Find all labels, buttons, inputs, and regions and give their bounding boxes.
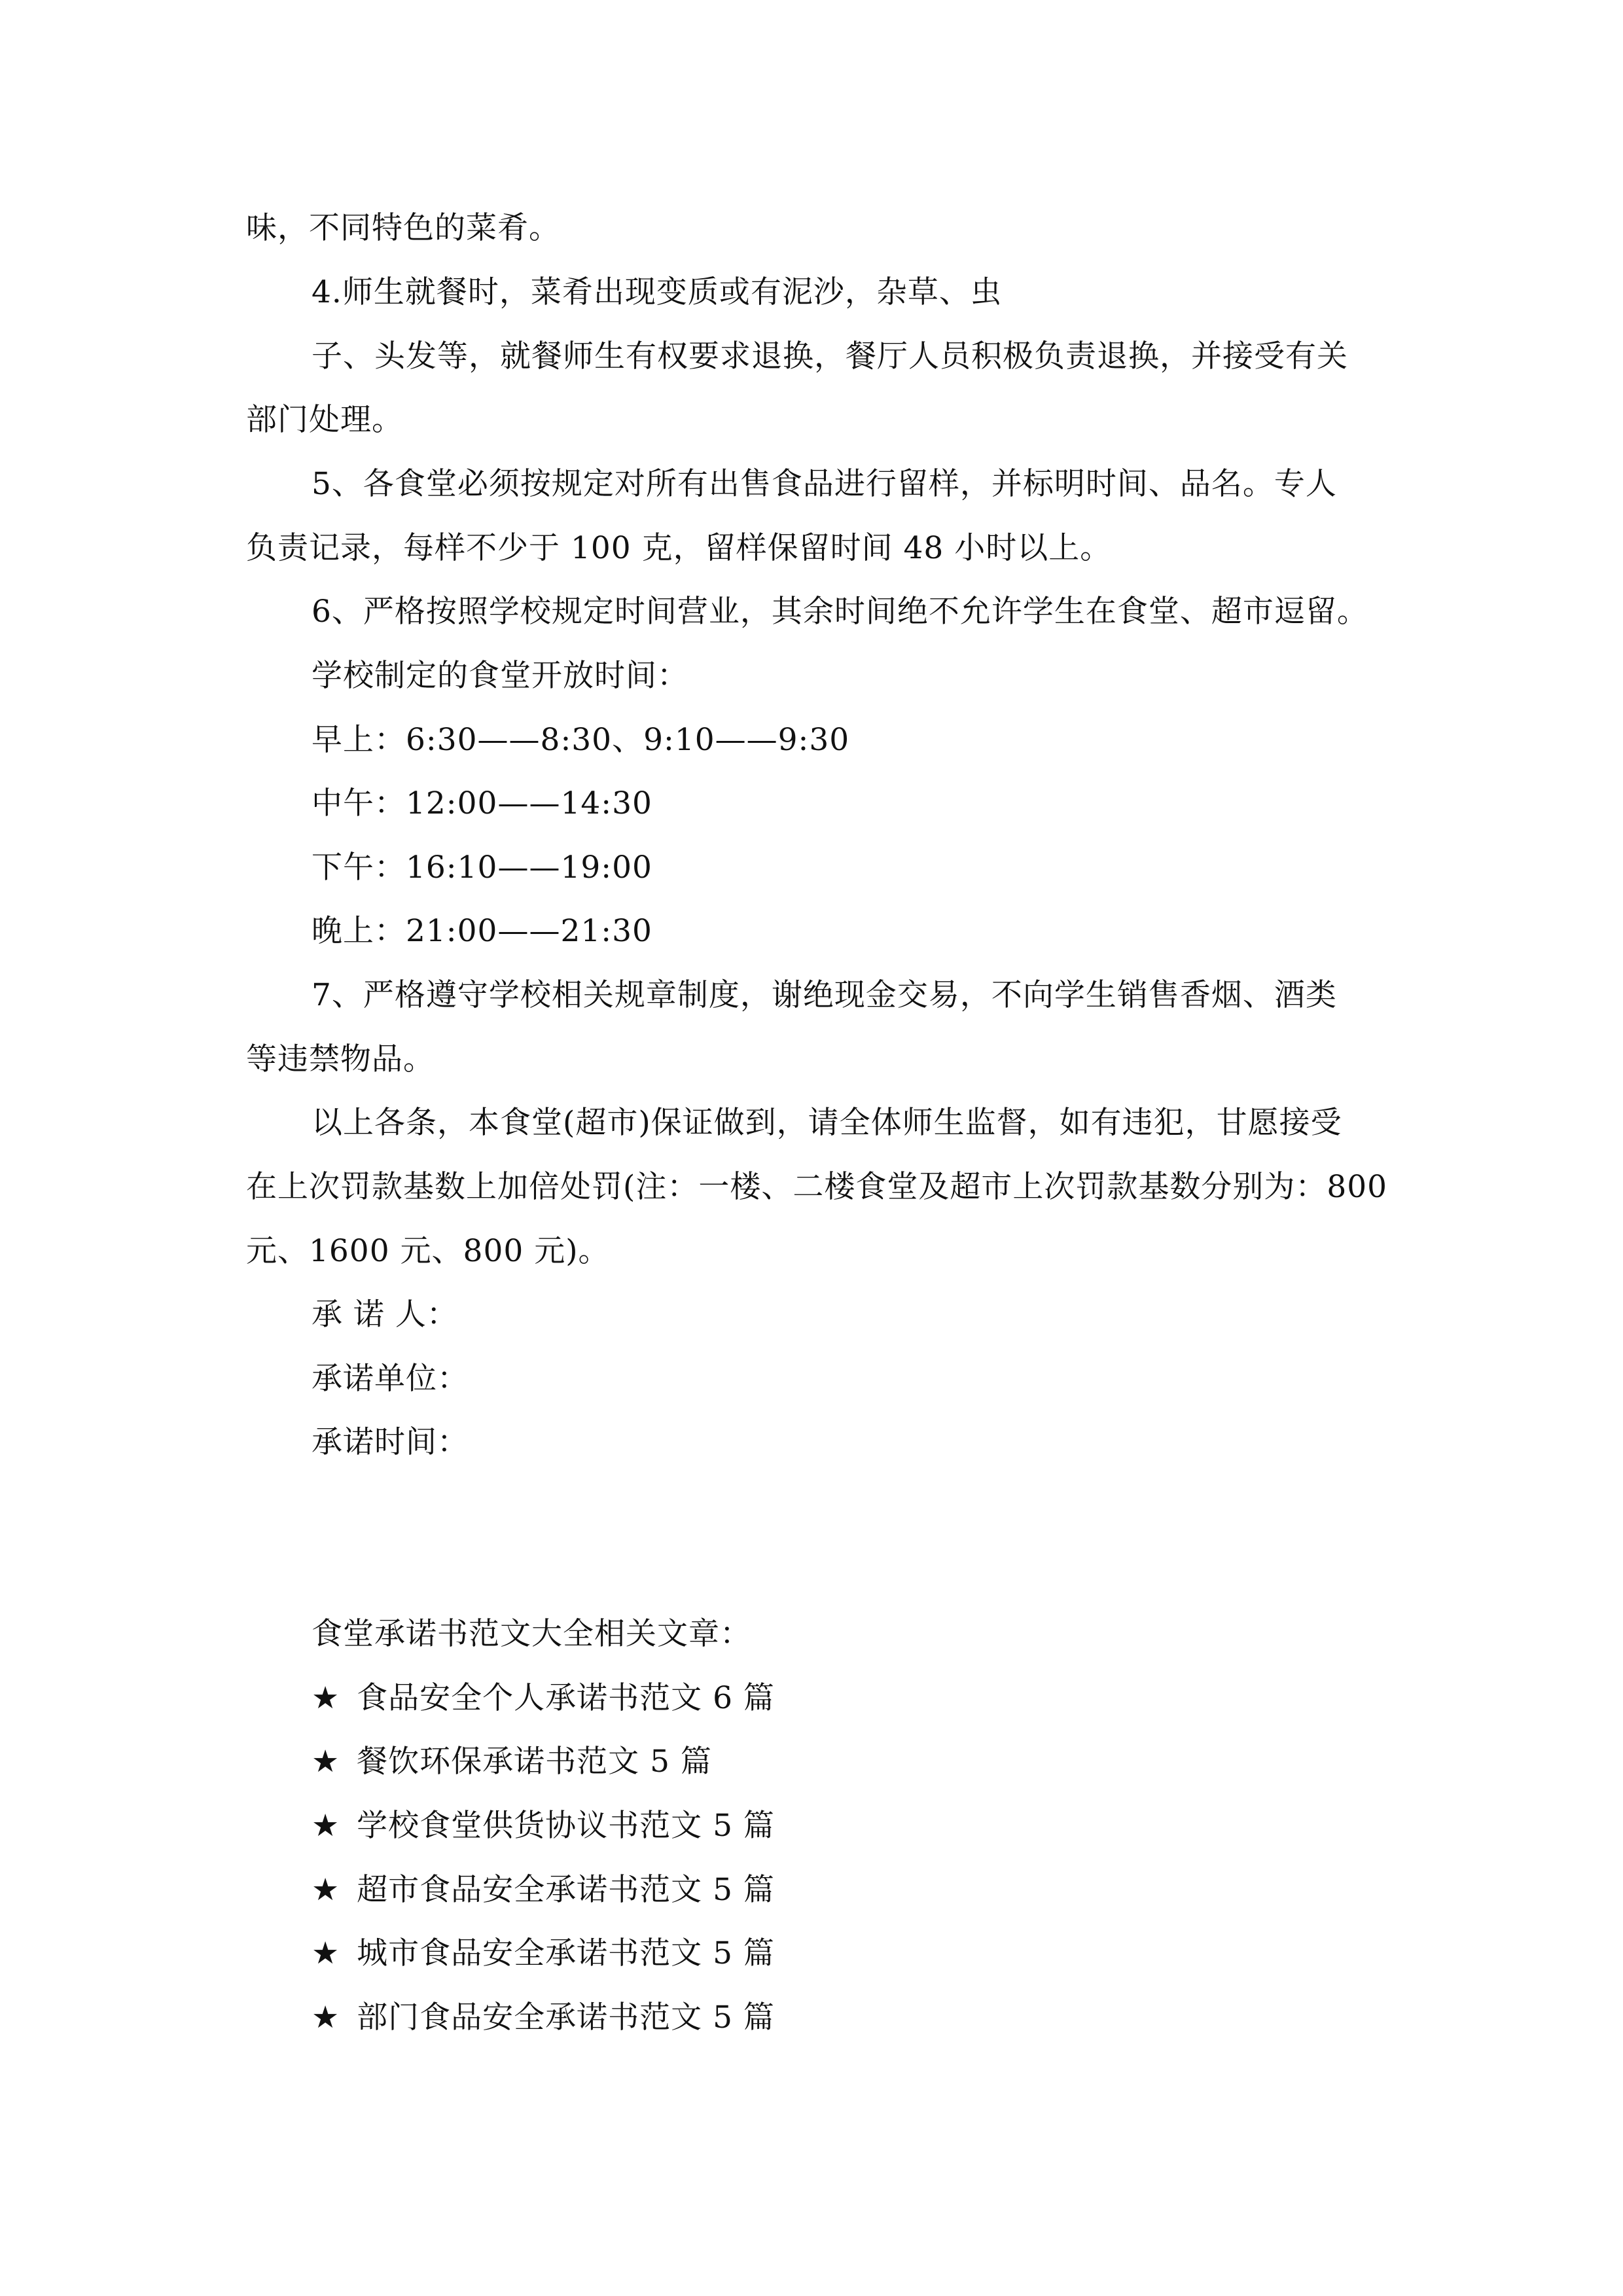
body-line: 早上：6:30——8:30、9:10——9:30	[312, 722, 850, 758]
body-line: 以上各条，本食堂(超市)保证做到，请全体师生监督，如有违犯，甘愿接受	[312, 1105, 1342, 1141]
body-line: 在上次罚款基数上加倍处罚(注：一楼、二楼食堂及超市上次罚款基数分别为：800	[246, 1169, 1388, 1205]
star-icon: ★	[312, 1935, 340, 1971]
related-article-title: 食品安全个人承诺书范文 6 篇	[357, 1680, 775, 1716]
star-icon: ★	[312, 1872, 340, 1908]
body-line: 部门处理。	[246, 402, 403, 438]
related-article-link[interactable]	[312, 1742, 712, 1782]
related-article-title: 学校食堂供货协议书范文 5 篇	[357, 1808, 775, 1844]
body-line: 负责记录，每样不少于 100 克，留样保留时间 48 小时以上。	[246, 530, 1112, 566]
body-line: 子、头发等，就餐师生有权要求退换，餐厅人员积极负责退换，并接受有关	[312, 338, 1348, 374]
star-icon: ★	[312, 1744, 340, 1780]
related-article-link[interactable]	[312, 1871, 775, 1910]
star-icon: ★	[312, 1808, 340, 1844]
body-line: 等违禁物品。	[246, 1041, 435, 1077]
star-icon: ★	[312, 1680, 340, 1716]
related-article-link[interactable]	[312, 1998, 775, 2037]
signature-line-promisor: 承 诺 人：	[312, 1297, 458, 1333]
related-article-title: 城市食品安全承诺书范文 5 篇	[357, 1935, 775, 1971]
signature-line-unit: 承诺单位：	[312, 1361, 469, 1397]
body-line: 晚上：21:00——21:30	[312, 913, 652, 949]
related-article-title: 部门食品安全承诺书范文 5 篇	[357, 2000, 775, 2036]
body-line: 4.师生就餐时，菜肴出现变质或有泥沙，杂草、虫	[312, 274, 1002, 310]
signature-line-time: 承诺时间：	[312, 1424, 469, 1460]
related-article-title: 超市食品安全承诺书范文 5 篇	[357, 1872, 775, 1908]
related-article-link[interactable]	[312, 1806, 775, 1846]
related-articles-heading: 食堂承诺书范文大全相关文章：	[312, 1616, 751, 1652]
body-line: 味，不同特色的菜肴。	[246, 210, 560, 246]
body-line: 下午：16:10——19:00	[312, 850, 652, 886]
star-icon: ★	[312, 2000, 340, 2036]
body-line: 7、严格遵守学校相关规章制度，谢绝现金交易，不向学生销售香烟、酒类	[312, 977, 1337, 1013]
related-article-link[interactable]	[312, 1934, 775, 1973]
body-line: 学校制定的食堂开放时间：	[312, 658, 688, 694]
related-article-link[interactable]	[312, 1679, 775, 1718]
body-line: 中午：12:00——14:30	[312, 785, 652, 821]
body-line: 元、1600 元、800 元)。	[246, 1233, 610, 1269]
body-line: 5、各食堂必须按规定对所有出售食品进行留样，并标明时间、品名。专人	[312, 466, 1337, 502]
body-line: 6、严格按照学校规定时间营业，其余时间绝不允许学生在食堂、超市逗留。	[312, 594, 1368, 630]
related-article-title: 餐饮环保承诺书范文 5 篇	[357, 1744, 712, 1780]
